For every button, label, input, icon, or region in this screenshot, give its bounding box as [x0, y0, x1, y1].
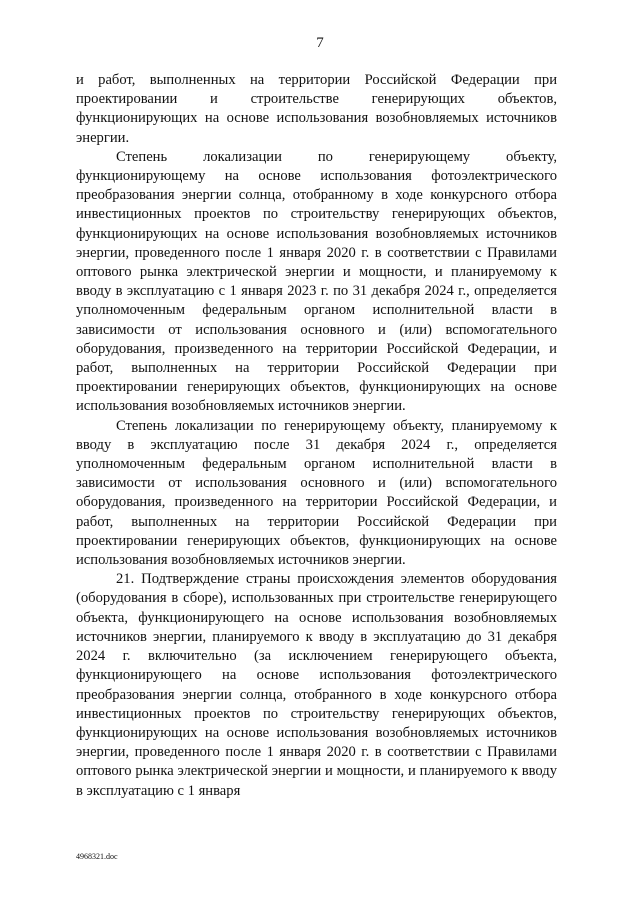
paragraph-item-21: 21. Подтверждение страны происхождения элементов оборудования (оборудования в сборе), использованных при строительстве генерирующего объекта, функционирующего на основе использования возобновляемых источников энергии, планируемого к вводу в эксплуатацию до 31 декабря 2024 г. включительно (за исключением генерирующего объекта, функционирующего на основе использования фотоэлектрического преобразования энергии солнца, отобранного в ходе конкурсного отбора инвестиционных проектов по строительству генерирующих объектов, функционирующих на основе использования возобновляемых источников энергии, проведенного после 1 января 2020 г. в соответствии с Правилами оптового рынка электрической энергии и мощности, и планируемого к вводу в эксплуатацию с 1 января — [76, 571, 557, 799]
page-number: 7 — [316, 35, 324, 51]
paragraph-localization-solar: Степень локализации по генерирующему объекту, функционирующему на основе использования фотоэлектрического преобразования энергии солнца, отобранному в ходе конкурсного отбора инвестиционных проектов по строительству генерирующих объектов, функционирующих на основе использования возобновляемых источников энергии, проведенного после 1 января 2020 г. в соответствии с Правилами оптового рынка электрической энергии и мощности, и планируемому к вводу в эксплуатацию с 1 января 2023 г. по 31 декабря 2024 г., определяется уполномоченным федеральным органом исполнительной власти в зависимости от использования основного и (или) вспомогательного оборудования, произведенного на территории Российской Федерации, и работ, выполненных на территории Российской Федерации при проектировании генерирующих объектов, функционирующих на основе использования возобновляемых источников энергии. — [76, 148, 557, 415]
paragraph-continuation: и работ, выполненных на территории Российской Федерации при проектировании и строительстве генерирующих объектов, функционирующих на основе использования возобновляемых источников энергии. — [76, 72, 557, 146]
document-body — [76, 71, 557, 801]
document-file-code: 4968321.doc — [76, 852, 118, 861]
paragraph-localization-after-2024: Степень локализации по генерирующему объекту, планируемому к вводу в эксплуатацию после 31 декабря 2024 г., определяется уполномоченным федеральным органом исполнительной власти в зависимости от использования основного и (или) вспомогательного оборудования, произведенного на территории Российской Федерации, и работ, выполненных на территории Российской Федерации при проектировании генерирующих объектов, функционирующих на основе использования возобновляемых источников энергии. — [76, 417, 557, 569]
